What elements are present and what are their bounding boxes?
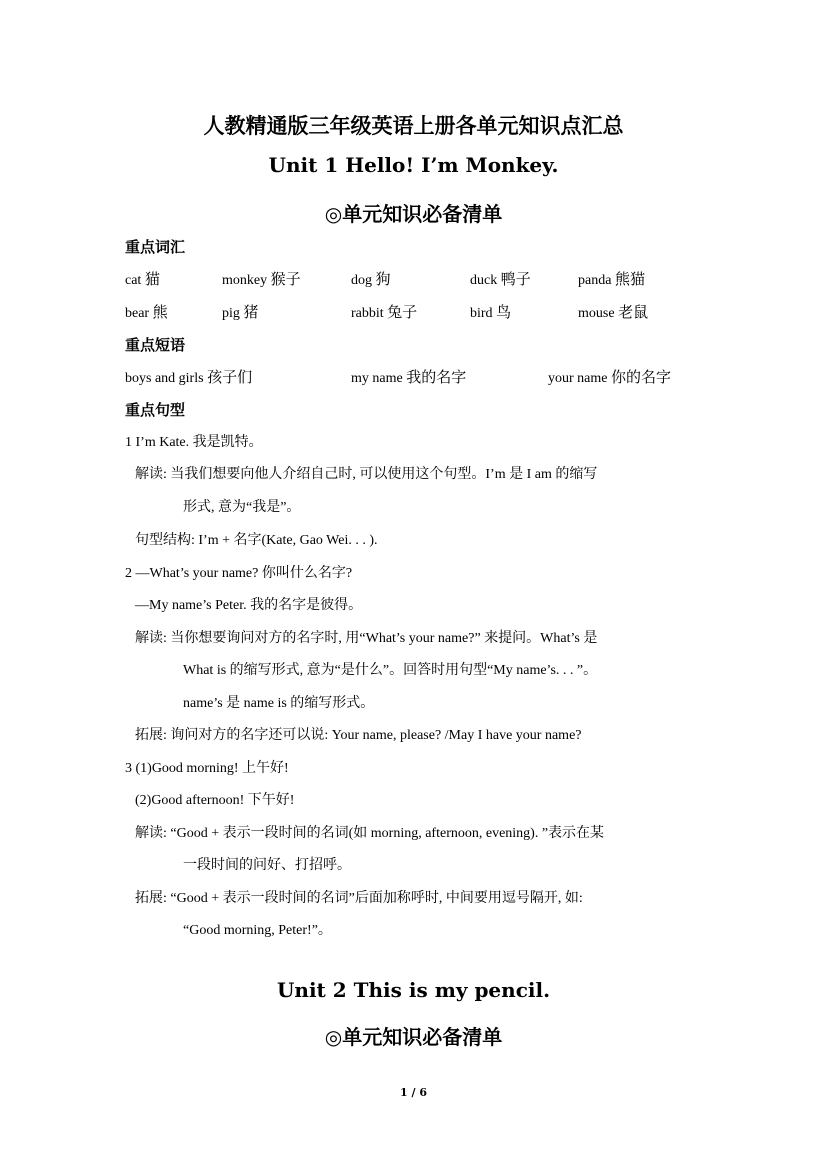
- sentence-2-answer: —My name’s Peter. 我的名字是彼得。: [135, 598, 363, 613]
- note-text: 解读: 当我们想要向他人介绍自己时, 可以使用这个句型。I’m 是 I am 的缩写: [135, 467, 598, 482]
- note-text: 形式, 意为“我是”。: [183, 500, 301, 515]
- structure-text: 句型结构: I’m + 名字(Kate, Gao Wei. . . ).: [135, 533, 378, 548]
- vocab-item: duck 鸭子: [470, 270, 531, 288]
- phrase-label: 重点短语: [125, 336, 186, 354]
- sentence-3a: 3 (1)Good morning! 上午好!: [125, 761, 289, 776]
- unit1-list-heading: ◎单元知识必备清单: [324, 202, 503, 226]
- phrase-item: your name 你的名字: [548, 368, 671, 386]
- extension-text: “Good morning, Peter!”。: [183, 923, 332, 938]
- note-text: name’s 是 name is 的缩写形式。: [183, 696, 375, 711]
- sentence-2-question: 2 —What’s your name? 你叫什么名字?: [125, 566, 353, 581]
- vocab-item: mouse 老鼠: [578, 303, 649, 321]
- page-number: 1 / 6: [400, 1086, 427, 1099]
- vocab-label: 重点词汇: [125, 238, 186, 256]
- extension-text: 拓展: “Good + 表示一段时间的名词”后面加称呼时, 中间要用逗号隔开, 如:: [135, 891, 583, 906]
- note-text: 解读: “Good + 表示一段时间的名词(如 morning, afternoon, evening). ”表示在某: [135, 826, 605, 841]
- vocab-item: rabbit 兔子: [351, 303, 418, 321]
- phrase-item: my name 我的名字: [351, 368, 467, 386]
- phrase-item: boys and girls 孩子们: [125, 368, 253, 386]
- page-title: 人教精通版三年级英语上册各单元知识点汇总: [203, 113, 624, 138]
- unit1-heading: Unit 1 Hello! I’m Monkey.: [268, 153, 559, 177]
- vocab-item: cat 猫: [125, 270, 160, 288]
- sentence-3b: (2)Good afternoon! 下午好!: [135, 793, 295, 808]
- sentence-1: 1 I’m Kate. 我是凯特。: [125, 435, 263, 450]
- vocab-item: panda 熊猫: [578, 270, 645, 288]
- vocab-item: bird 鸟: [470, 303, 512, 321]
- vocab-item: pig 猪: [222, 303, 259, 321]
- unit2-list-heading: ◎单元知识必备清单: [324, 1025, 503, 1049]
- vocab-item: bear 熊: [125, 303, 168, 321]
- note-text: 一段时间的问好、打招呼。: [183, 858, 351, 873]
- vocab-item: dog 狗: [351, 270, 391, 288]
- note-text: 解读: 当你想要询问对方的名字时, 用“What’s your name?” 来提问。What’s 是: [135, 631, 598, 646]
- unit2-heading: Unit 2 This is my pencil.: [276, 978, 551, 1002]
- sentence-label: 重点句型: [125, 401, 186, 419]
- note-text: What is 的缩写形式, 意为“是什么”。回答时用句型“My name’s. . . ”。: [183, 663, 598, 678]
- extension-text: 拓展: 询问对方的名字还可以说: Your name, please? /May I have your name?: [135, 728, 582, 743]
- vocab-item: monkey 猴子: [222, 270, 301, 288]
